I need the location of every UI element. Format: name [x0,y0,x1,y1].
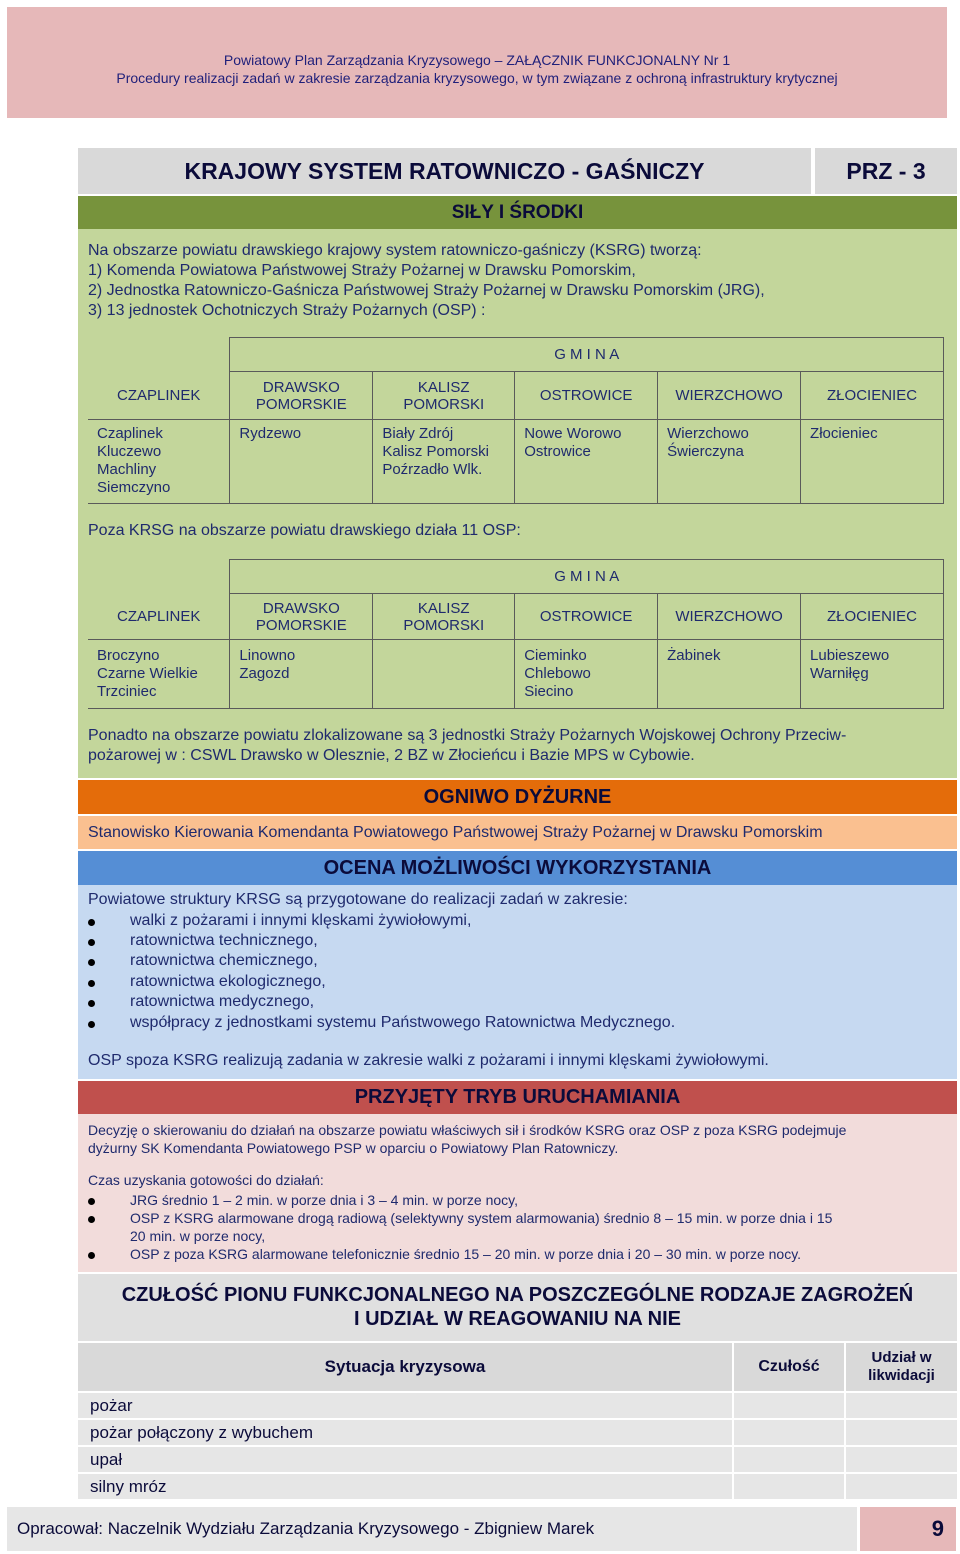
ksrg-units-table [88,337,944,504]
bullet-icon [88,919,95,926]
czulosc-heading-line-2: I UDZIAŁ W REAGOWANIU NA NIE [353,1308,682,1330]
ocena-osp-text: OSP spoza KSRG realizują zadania w zakresie walki z pożarami i innymi klęskami żywiołowymi. [88,1052,769,1069]
sily-item-2: 2) Jednostka Ratowniczo-Gaśnicza Państwowej Straży Pożarnej w Drawsku Pomorskim (JRG), [88,282,765,299]
list-item: ratownictwa medycznego, [78,993,938,1013]
col-header-wierzchowo: WIERZCHOWO [658,594,801,640]
row-label: pożar [90,1396,133,1415]
section-heading-ogniwo: OGNIWO DYŻURNE [78,780,957,814]
table-cell: Lubieszewo Warniłęg [801,640,944,709]
table-cell [373,640,515,709]
table-cell: Biały Zdrój Kalisz Pomorski Poźrzadło Wlk. [373,420,515,504]
list-item: współpracy z jednostkami systemu Państwowego Ratownictwa Medycznego. [78,1014,938,1034]
procedure-code: PRZ - 3 [815,148,957,194]
list-item: ratownictwa technicznego, [78,932,938,952]
page-number: 9 [860,1507,956,1551]
sily-intro: Na obszarze powiatu drawskiego krajowy system ratowniczo-gaśniczy (KSRG) tworzą: [88,242,702,259]
section-heading-czulosc [78,1274,957,1341]
col-header-kalisz: KALISZ POMORSKI [373,372,515,420]
col-header-ostrowice: OSTROWICE [515,372,658,420]
col-header-kalisz: KALISZ POMORSKI [373,594,515,640]
row-label: upał [90,1450,123,1469]
table-row [78,1420,957,1445]
col-header-ostrowice: OSTROWICE [515,594,658,640]
list-item: JRG średnio 1 – 2 min. w porze dnia i 3 – 4 min. w porze nocy, [78,1192,948,1210]
section-heading-sily: SIŁY I ŚRODKI [78,196,957,229]
bullet-icon [88,1021,95,1028]
header-line-1: Powiatowy Plan Zarządzania Kryzysowego – ZAŁĄCZNIK FUNKCJONALNY Nr 1 [223,52,731,68]
poza-ksrg-text: Poza KRSG na obszarze powiatu drawskiego działa 11 OSP: [88,522,521,539]
czulosc-heading-line-1: CZUŁOŚĆ PIONU FUNKCJONALNEGO NA POSZCZEGÓLNE RODZAJE ZAGROŻEŃ [121,1284,914,1306]
col-header-wierzchowo: WIERZCHOWO [658,372,801,420]
table-cell: Rydzewo [230,420,373,504]
tryb-line-1: Decyzję o skierowaniu do działań na obszarze powiatu właściwych sił i środków KSRG oraz OSP z poza KSRG podejmuje [88,1122,847,1138]
non-ksrg-units-table [88,559,944,709]
sily-item-1: 1) Komenda Powiatowa Państwowej Straży Pożarnej w Drawsku Pomorskim, [88,262,636,279]
page-title: KRAJOWY SYSTEM RATOWNICZO - GAŚNICZY [78,148,811,194]
bullet-icon [88,1198,95,1205]
col-header-drawsko: DRAWSKO POMORSKIE [230,372,373,420]
gmina-label: G M I N A [230,338,944,372]
section-ocena [78,885,957,1079]
col-header-czaplinek: CZAPLINEK [88,372,230,420]
section-heading-tryb: PRZYJĘTY TRYB URUCHAMIANIA [78,1081,957,1114]
list-item: ratownictwa chemicznego, [78,952,938,972]
col-header-czulosc: Czułość [734,1343,844,1391]
table-cell: Wierzchowo Świerczyna [658,420,801,504]
table-row [78,1393,957,1418]
ponadto-line-1: Ponadto na obszarze powiatu zlokalizowane są 3 jednostki Straży Pożarnych Wojskowej Ochrony Przeciw- [88,727,847,744]
tryb-line-2: dyżurny SK Komendanta Powiatowego PSP w oparciu o Powiatowy Plan Ratowniczy. [88,1140,619,1156]
col-header-drawsko: DRAWSKO POMORSKIE [230,594,373,640]
ocena-intro: Powiatowe struktury KRSG są przygotowane do realizacji zadań w zakresie: [88,891,628,908]
ponadto-line-2: pożarowej w : CSWL Drawsko w Olesznie, 2 BZ w Złocieńcu i Bazie MPS w Cybowie. [88,747,695,764]
header-line-2: Procedury realizacji zadań w zakresie zarządzania kryzysowego, w tym związane z ochroną infrastruktury krytycznej [116,70,838,86]
bullet-icon [88,1000,95,1007]
bullet-icon [88,939,95,946]
col-header-udzial: Udział w likwidacji [846,1343,957,1391]
ogniwo-text: Stanowisko Kierowania Komendanta Powiatowego Państwowej Straży Pożarnej w Drawsku Pomorskim [78,816,957,849]
table-row [78,1474,957,1499]
bullet-icon [88,1216,95,1223]
bullet-icon [88,980,95,987]
tryb-czas: Czas uzyskania gotowości do działań: [88,1172,324,1188]
row-label: silny mróz [90,1477,167,1496]
table-cell: Cieminko Chlebowo Siecino [515,640,658,709]
section-tryb [78,1114,957,1272]
footer-author: Opracował: Naczelnik Wydziału Zarządzania Kryzysowego - Zbigniew Marek [7,1507,857,1551]
col-header-zlocieniec: ZŁOCIENIEC [801,594,944,640]
table-cell: Żabinek [658,640,801,709]
list-item: ratownictwa ekologicznego, [78,973,938,993]
document-header [7,7,947,118]
list-item: OSP z KSRG alarmowane drogą radiową (selektywny system alarmowania) średnio 8 – 15 min. w porze dnia i 15 20 min. w porze nocy, [78,1210,948,1246]
section-heading-ocena: OCENA MOŻLIWOŚCI WYKORZYSTANIA [78,851,957,885]
table-cell: Broczyno Czarne Wielkie Trzciniec [88,640,230,709]
col-header-sytuacja: Sytuacja kryzysowa [78,1343,732,1391]
col-header-czaplinek: CZAPLINEK [88,594,230,640]
row-label: pożar połączony z wybuchem [90,1423,314,1442]
table-cell: Linowno Zagozd [230,640,373,709]
col-header-zlocieniec: ZŁOCIENIEC [801,372,944,420]
list-item: OSP z poza KSRG alarmowane telefonicznie średnio 15 – 20 min. w porze dnia i 20 – 30 min. w porze nocy. [78,1246,948,1264]
table-row [78,1447,957,1472]
sily-item-3: 3) 13 jednostek Ochotniczych Straży Pożarnych (OSP) : [88,302,486,319]
gmina-label: G M I N A [230,560,944,594]
table-cell: Złocieniec [801,420,944,504]
table-cell: Czaplinek Kluczewo Machliny Siemczyno [88,420,230,504]
bullet-icon [88,959,95,966]
section-sily [78,229,957,778]
table-cell: Nowe Worowo Ostrowice [515,420,658,504]
list-item: walki z pożarami i innymi klęskami żywiołowymi, [78,912,938,932]
bullet-icon [88,1252,95,1259]
